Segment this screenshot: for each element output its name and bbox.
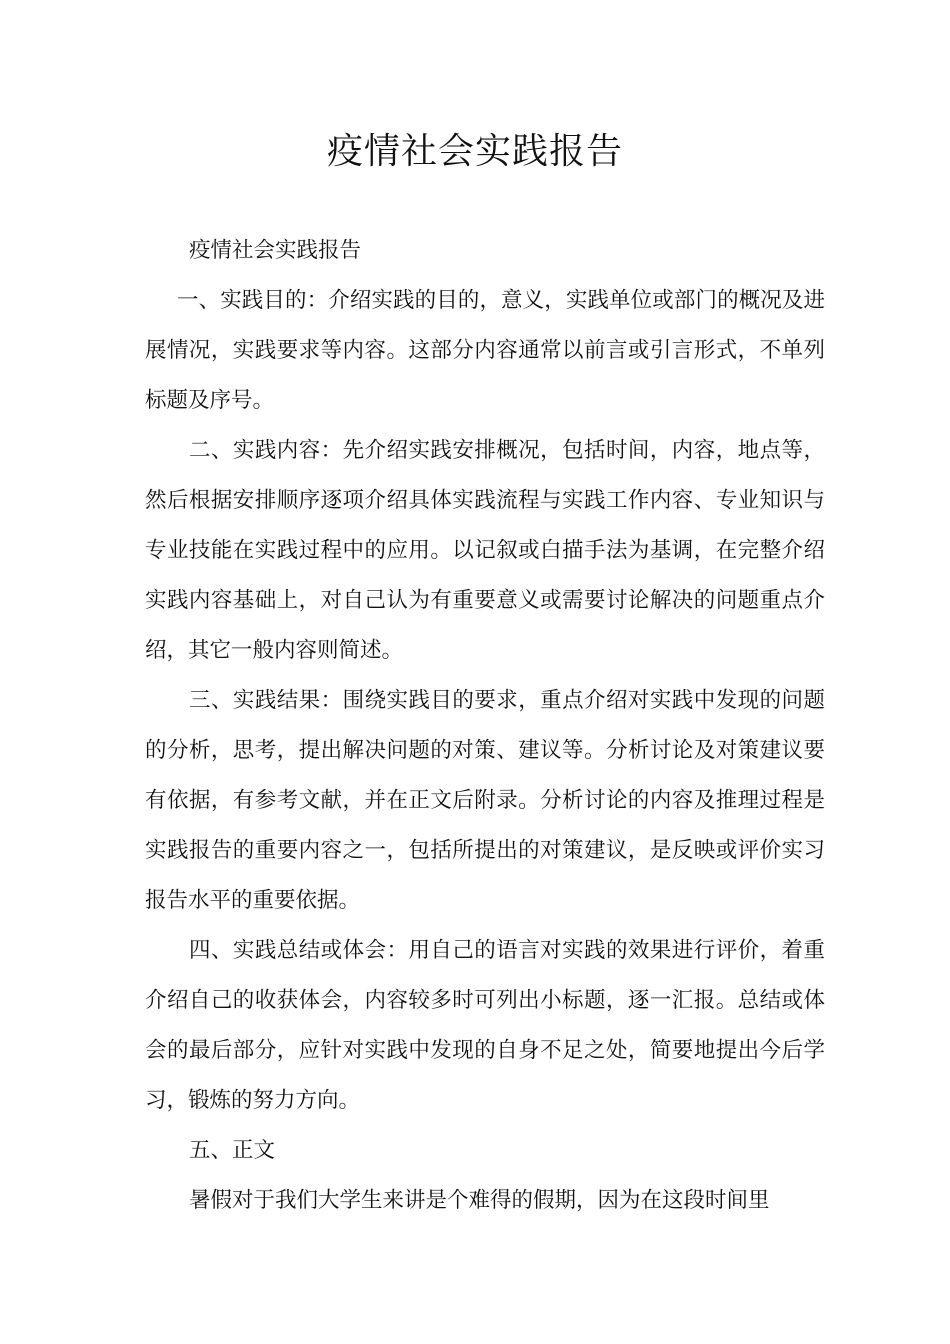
document-body [145,226,825,1226]
paragraph-summary: 四、实践总结或体会：用自己的语言对实践的效果进行评价，着重介绍自己的收获体会，内容较多时可列出小标题，逐一汇报。总结或体会的最后部分，应针对实践中发现的自身不足之处，简要地提出今后学习，锻炼的努力方向。 [145,938,825,1113]
paragraph-content: 二、实践内容：先介绍实践安排概况，包括时间，内容，地点等，然后根据安排顺序逐项介绍具体实践流程与实践工作内容、专业知识与专业技能在实践过程中的应用。以记叙或白描手法为基调，在完整介绍实践内容基础上，对自己认为有重要意义或需要讨论解决的问题重点介绍，其它一般内容则简述。 [145,438,825,663]
document-title: 疫情社会实践报告 [326,131,623,172]
paragraph-main-text: 暑假对于我们大学生来讲是个难得的假期，因为在这段时间里 [189,1188,770,1213]
paragraph-subtitle: 疫情社会实践报告 [189,238,362,263]
paragraph-main-heading: 五、正文 [189,1138,276,1163]
paragraph-purpose: 一、实践目的：介绍实践的目的，意义，实践单位或部门的概况及进展情况，实践要求等内容。这部分内容通常以前言或引言形式，不单列标题及序号。 [145,288,825,413]
paragraph-results: 三、实践结果：围绕实践目的要求，重点介绍对实践中发现的问题的分析，思考，提出解决问题的对策、建议等。分析讨论及对策建议要有依据，有参考文献，并在正文后附录。分析讨论的内容及推理过程是实践报告的重要内容之一，包括所提出的对策建议，是反映或评价实习报告水平的重要依据。 [145,688,825,913]
